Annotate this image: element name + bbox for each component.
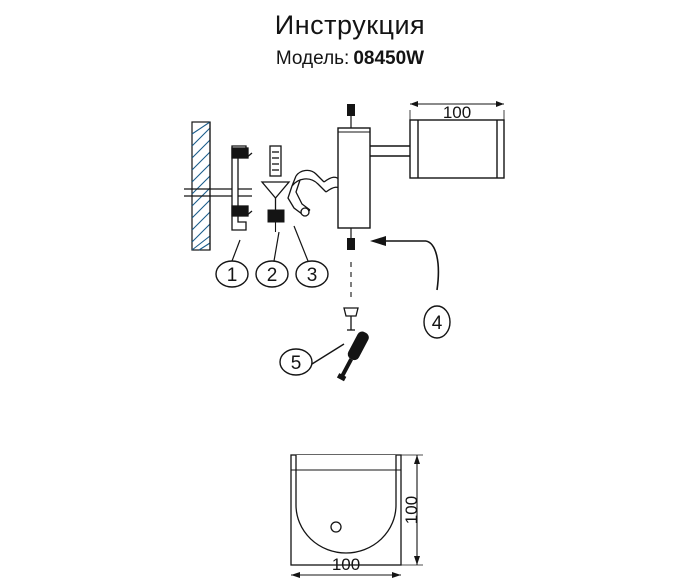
callout-4-arrow: [370, 236, 438, 290]
model-label: Модель:: [275, 48, 350, 69]
dimension-base-width-label: 100: [331, 555, 361, 574]
callout-label-2: 2: [266, 265, 278, 286]
flexible-arm: [288, 170, 342, 216]
callout-bubbles: [216, 226, 450, 375]
mounting-bracket: [232, 146, 252, 230]
callout-label-4: 4: [431, 313, 443, 334]
dimension-lamp-length-label: 100: [442, 103, 472, 122]
dimension-base-height-label: 100: [402, 495, 421, 525]
screw-assembly: [262, 146, 289, 232]
page-title: Инструкция: [274, 10, 426, 40]
base-plate-view: [291, 455, 401, 565]
callout-label-5: 5: [290, 353, 302, 374]
model-value: 08450W: [353, 48, 425, 69]
lamp-body: [338, 104, 370, 250]
wall-hatching: [192, 122, 210, 250]
callout-label-1: 1: [226, 265, 238, 286]
lamp-head: [370, 120, 504, 178]
callout-label-3: 3: [306, 265, 318, 286]
